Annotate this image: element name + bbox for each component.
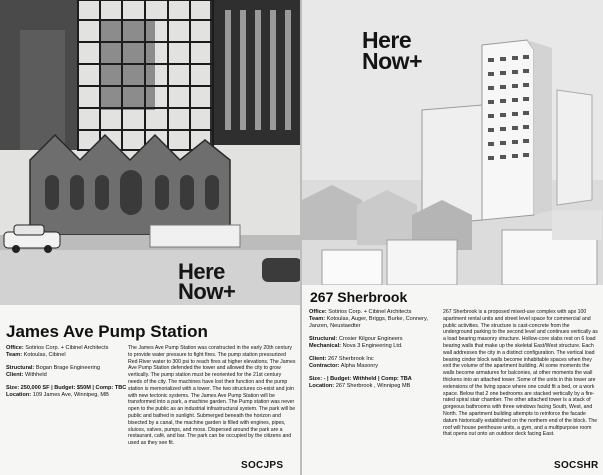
sherbrook-model-illustration — [302, 0, 603, 285]
location-value: 267 Sherbrook , Winnipeg MB — [335, 383, 411, 389]
size-budget-comp: Size: - | Budget: Withheld | Comp: TBA — [309, 376, 412, 382]
structural-label: Structural: — [6, 365, 35, 371]
pump-station-photo — [0, 0, 300, 305]
contractor-label: Contractor: — [309, 363, 340, 369]
structural-label: Structural: — [309, 336, 338, 342]
team-value: Kotoulas, Auger, Briggs, Burke, Connery, Janzen, Neustaedter — [309, 316, 428, 329]
office-value: Sotirios Corp. + Cibinel Architects — [25, 345, 109, 351]
team-label: Team: — [6, 352, 23, 358]
location-label: Location: — [309, 383, 335, 389]
structural-value: Bogan Brage Engineering — [35, 365, 100, 371]
logo-plus: + — [222, 278, 236, 304]
logo-line-1: Here — [178, 259, 225, 284]
logo-line-1: Here — [362, 27, 412, 53]
client-label: Client: — [309, 356, 327, 362]
location-label: Location: — [6, 392, 32, 398]
contractor-value: Alpha Masonry — [340, 363, 379, 369]
left-page — [0, 0, 300, 475]
here-now-logo — [362, 27, 422, 74]
logo-plus: + — [409, 47, 422, 74]
structural-value: Crosier Kilgour Engineers — [338, 336, 403, 342]
mechanical-label: Mechanical: — [309, 343, 342, 349]
client-value: Withheld — [24, 372, 47, 378]
project-code: SOCJPS — [241, 460, 284, 471]
project-description: The James Ave Pump Station was constructed in the early 20th century to provide water pressure to fight fires. The pump station pressurized Red River water to 300 psi to reach fires at higher elevations. The James Ave Pump Station defended the tower and allowed the city to grow vertically. The pump station must be reoriented for the 21st century needs of the city. The machines have lost their function and the pump station is memorialized with a tower. The two structures co-exist and join with new tectonic systems. The James Ave Pump Station will be transformed into a park, a machine garden. The Pump station was never open to the public as an industrial infrastructural system. The park will be public and bathed in sunlight. Submerged beneath the horizon and bisected by a canal, the machine garden is filled with engines, pipes, sluices, valves, pumps, and moss. Dispersed around the park are a restaurant, café, and bar. The park can be occupied by the citizens and used as they see fit. — [128, 345, 296, 447]
sherbrook-model-photo — [302, 0, 603, 285]
here-now-logo — [178, 259, 236, 304]
project-credits — [309, 309, 434, 390]
pump-station-illustration — [0, 0, 300, 305]
project-code: SOCSHR — [554, 460, 599, 471]
client-value: 267 Sherbrook Inc — [327, 356, 374, 362]
project-title: James Ave Pump Station — [6, 322, 208, 341]
office-value: Sotirios Corp. + Cibinel Architects — [328, 309, 412, 315]
logo-line-2: Now — [178, 278, 223, 304]
size-budget-comp: Size: 250,000 SF | Budget: $50M | Comp: TBC — [6, 385, 127, 391]
office-label: Office: — [6, 345, 24, 351]
mechanical-value: Nova 3 Engineering Ltd. — [342, 343, 403, 349]
logo-line-2: Now — [362, 47, 410, 74]
right-page — [302, 0, 603, 475]
project-credits — [6, 345, 126, 399]
team-label: Team: — [309, 316, 326, 322]
office-label: Office: — [309, 309, 327, 315]
location-value: 109 James Ave, Winnipeg, MB — [32, 392, 109, 398]
client-label: Client: — [6, 372, 24, 378]
project-description: 267 Sherbrook is a proposed mixed-use complex with apx 100 apartment rental units and street level space for commercial and public activities. The structure is cast-concrete from the underground parking to the second level and continues vertically as a load bearing masonry structure. Hollow-core slabs rest on 6 load bearing walls that make up the skeletal East/West structure. Each wall addresses the city in a distinct configuration. The vertical load bearing cinder block walls become inhabitable spaces when they exit the volume of the apartment building. At some moments the walls become armatures for balconies, at other moments the wall thickens into an attached tower. Some of the units in this tower are extensions of the living space where one could fit a bed, or a work space. Below that 2 one bedrooms are stacked vertically by a fire-rated spiral stair chamber. The other attached tower is a stack of gorgeous bathrooms with three windows facing South, West, and North. The apartment building attempts to reinforce the facade datum historically established on the northern end of the block. The roof will house penthouse units, a gym, and a multipurpose room that opens out onto an outdoor deck facing East. — [443, 309, 598, 438]
team-value: Kotoulas, Cibinel — [23, 352, 66, 358]
project-title: 267 Sherbrook — [310, 289, 408, 305]
